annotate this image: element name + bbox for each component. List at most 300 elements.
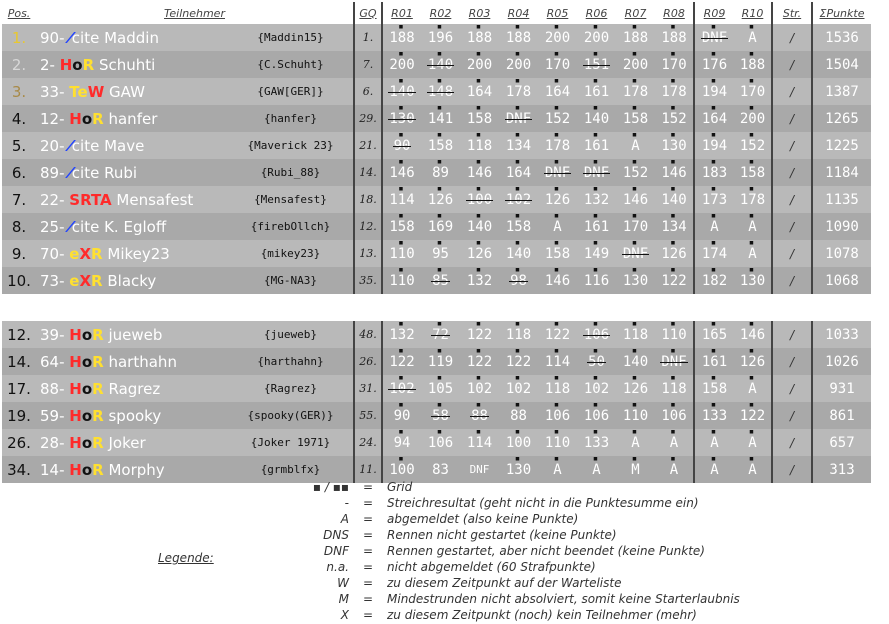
round-result-cell bbox=[499, 186, 538, 213]
legend-description: Streichresultat (geht nicht in die Punktesumme ein) bbox=[387, 496, 699, 510]
round-value: A ▪ bbox=[710, 456, 719, 478]
grid-marker-icon: ▪ bbox=[514, 402, 523, 410]
header-r08: R08 bbox=[655, 2, 694, 24]
grid-marker-icon: ▪ bbox=[436, 240, 445, 248]
round-value: 100 ▪ bbox=[389, 456, 415, 478]
grid-marker-icon: ▪ bbox=[592, 51, 601, 59]
round-value: 119 ▪ bbox=[427, 348, 454, 370]
round-result-cell bbox=[577, 78, 616, 105]
round-result-cell bbox=[382, 429, 421, 456]
round-value: 164 ▪ bbox=[701, 105, 728, 127]
driver-name: Blacky bbox=[102, 271, 157, 290]
penalty-cell: / bbox=[772, 375, 812, 402]
round-value: 102 ▪ bbox=[505, 186, 532, 208]
round-result-cell bbox=[421, 321, 460, 348]
round-value: 89 ▪ bbox=[432, 159, 449, 181]
round-value: 122 ▪ bbox=[544, 321, 571, 343]
round-value: 132 ▪ bbox=[466, 267, 493, 289]
round-value: 122 ▪ bbox=[466, 321, 493, 343]
driver-name: jueweb bbox=[103, 325, 163, 344]
round-result-cell bbox=[577, 348, 616, 375]
round-result-cell bbox=[499, 132, 538, 159]
round-value: 200 ▪ bbox=[739, 105, 766, 127]
round-value: 188 ▪ bbox=[505, 24, 532, 46]
grid-marker-icon: ▪ bbox=[670, 456, 678, 464]
login-cell: {Rubi_88} bbox=[228, 159, 354, 186]
penalty-cell: / bbox=[772, 402, 812, 429]
grid-marker-icon: ▪ bbox=[553, 321, 562, 329]
grid-marker-icon: ▪ bbox=[436, 402, 445, 410]
grid-marker-icon: ▪ bbox=[553, 267, 562, 275]
position-cell: 17. bbox=[2, 375, 36, 402]
header-r03: R03 bbox=[460, 2, 499, 24]
round-value: 132 ▪ bbox=[583, 186, 610, 208]
round-value: 130 ▪ bbox=[739, 267, 766, 289]
round-result-cell bbox=[577, 375, 616, 402]
round-result-cell bbox=[616, 105, 655, 132]
team-tag-r: R bbox=[92, 109, 104, 128]
round-result-cell bbox=[655, 321, 694, 348]
team-tag-o: o bbox=[72, 55, 83, 74]
grid-marker-icon: ▪ bbox=[670, 267, 678, 275]
round-result-cell bbox=[734, 240, 772, 267]
round-value: 158 ▪ bbox=[622, 105, 649, 127]
grid-marker-icon: ▪ bbox=[670, 51, 678, 59]
grid-marker-icon: ▪ bbox=[436, 132, 445, 140]
grid-marker-icon: ▪ bbox=[670, 375, 678, 383]
points-total-cell: 1504 bbox=[812, 51, 871, 78]
login-cell: {MG-NA3} bbox=[228, 267, 354, 294]
round-result-cell bbox=[734, 24, 772, 51]
grid-marker-icon: ▪ bbox=[710, 348, 719, 356]
round-value: 200 ▪ bbox=[505, 51, 532, 73]
round-result-cell bbox=[616, 267, 655, 294]
grid-marker-icon: ▪ bbox=[398, 24, 406, 32]
round-result-cell bbox=[382, 267, 421, 294]
round-result-cell bbox=[421, 240, 460, 267]
team-tag-o: o bbox=[81, 433, 93, 452]
round-value: 126 ▪ bbox=[427, 186, 454, 208]
round-value: 188 ▪ bbox=[622, 24, 649, 46]
round-result-cell bbox=[538, 132, 577, 159]
round-result-cell bbox=[421, 429, 460, 456]
round-value: 95 ▪ bbox=[432, 240, 449, 262]
legend-equals: = bbox=[363, 560, 374, 574]
round-value: 94 ▪ bbox=[393, 429, 411, 451]
round-result-cell bbox=[538, 402, 577, 429]
grid-marker-icon: ▪ bbox=[592, 456, 601, 464]
round-result-cell bbox=[538, 51, 577, 78]
round-result-cell bbox=[499, 375, 538, 402]
header-r07: R07 bbox=[616, 2, 655, 24]
header-r06: R06 bbox=[577, 2, 616, 24]
team-tag-o: o bbox=[81, 379, 93, 398]
round-value: 118 ▪ bbox=[544, 375, 571, 397]
legend-description: Rennen nicht gestartet (keine Punkte) bbox=[387, 528, 617, 542]
round-value: 194 ▪ bbox=[701, 78, 728, 100]
standings-table bbox=[2, 2, 871, 483]
round-result-cell bbox=[421, 105, 460, 132]
round-result-cell bbox=[421, 348, 460, 375]
table-row bbox=[2, 105, 871, 132]
round-result-cell bbox=[616, 51, 655, 78]
round-value: 126 ▪ bbox=[622, 375, 649, 397]
grid-marker-icon: ▪ bbox=[553, 159, 562, 167]
round-result-cell bbox=[460, 186, 499, 213]
grid-marker-icon: ▪ bbox=[514, 456, 523, 464]
grid-marker-icon: ▪ bbox=[436, 321, 445, 329]
team-tag-h: H bbox=[69, 460, 82, 479]
round-result-cell bbox=[655, 132, 694, 159]
team-tag-r: R bbox=[91, 271, 103, 290]
round-value: 58 ▪ bbox=[432, 402, 449, 424]
round-result-cell bbox=[655, 240, 694, 267]
team-tag-r: R bbox=[92, 325, 104, 344]
round-value: 98 ▪ bbox=[510, 267, 527, 289]
round-value: 88 ▪ bbox=[471, 402, 488, 424]
gq-cell: 13. bbox=[354, 240, 382, 267]
team-tag-h: H bbox=[69, 406, 82, 425]
team-tag-t: T bbox=[69, 82, 78, 101]
login-cell: {Joker 1971} bbox=[228, 429, 354, 456]
position-cell: 6. bbox=[2, 159, 36, 186]
round-value: A ▪ bbox=[631, 132, 640, 154]
round-value: 140 ▪ bbox=[661, 186, 687, 208]
car-number: 89- bbox=[40, 163, 70, 182]
round-value: 106 ▪ bbox=[583, 321, 610, 343]
round-result-cell bbox=[421, 267, 460, 294]
round-result-cell bbox=[538, 213, 577, 240]
table-row bbox=[2, 402, 871, 429]
grid-marker-icon: ▪ bbox=[748, 105, 757, 113]
grid-marker-icon: ▪ bbox=[631, 24, 640, 32]
legend-description: Rennen gestartet, aber nicht beendet (keine Punkte) bbox=[387, 544, 705, 558]
round-value: 200 ▪ bbox=[544, 24, 571, 46]
car-number: 20- bbox=[40, 136, 70, 155]
round-result-cell bbox=[538, 105, 577, 132]
round-result-cell bbox=[499, 213, 538, 240]
participant-name-cell bbox=[36, 267, 228, 294]
grid-marker-icon: ▪ bbox=[670, 78, 678, 86]
grid-marker-icon: ▪ bbox=[592, 375, 601, 383]
legend-symbol: DNS bbox=[323, 528, 349, 542]
round-value: 133 ▪ bbox=[583, 429, 610, 451]
penalty-cell: / bbox=[772, 78, 812, 105]
round-value: 169 ▪ bbox=[427, 213, 454, 235]
login-cell: {C.Schuht} bbox=[228, 51, 354, 78]
grid-marker-icon: ▪ bbox=[475, 132, 484, 140]
round-result-cell bbox=[616, 186, 655, 213]
round-value: 126 ▪ bbox=[739, 348, 766, 370]
round-value: 200 ▪ bbox=[466, 51, 493, 73]
gq-cell: 21. bbox=[354, 132, 382, 159]
round-value: 140 ▪ bbox=[505, 240, 532, 262]
grid-marker-icon: ▪ bbox=[710, 267, 719, 275]
grid-marker-icon: ▪ bbox=[398, 186, 406, 194]
round-result-cell bbox=[694, 240, 734, 267]
grid-marker-icon: ▪ bbox=[710, 78, 719, 86]
legend-equals: = bbox=[363, 576, 374, 590]
team-tag-o: o bbox=[81, 109, 93, 128]
round-result-cell bbox=[694, 267, 734, 294]
grid-marker-icon: ▪ bbox=[514, 429, 523, 437]
round-result-cell bbox=[616, 213, 655, 240]
round-result-cell bbox=[538, 24, 577, 51]
legend-symbol: ▪ / ▪▪ bbox=[312, 480, 349, 494]
round-result-cell bbox=[460, 213, 499, 240]
legend-row bbox=[0, 496, 889, 512]
position-cell: 19. bbox=[2, 402, 36, 429]
driver-name: Morphy bbox=[103, 460, 165, 479]
team-tag-e: e bbox=[69, 271, 80, 290]
points-total-cell: 1078 bbox=[812, 240, 871, 267]
legend-row bbox=[0, 560, 889, 576]
round-result-cell bbox=[382, 51, 421, 78]
round-result-cell bbox=[577, 402, 616, 429]
round-value: 194 ▪ bbox=[701, 132, 728, 154]
round-result-cell bbox=[382, 240, 421, 267]
grid-marker-icon: ▪ bbox=[710, 186, 719, 194]
grid-marker-icon: ▪ bbox=[748, 51, 757, 59]
grid-marker-icon: ▪ bbox=[631, 159, 640, 167]
round-value: 116 ▪ bbox=[583, 267, 610, 289]
grid-marker-icon: ▪ bbox=[631, 402, 640, 410]
round-result-cell bbox=[694, 24, 734, 51]
header-r01: R01 bbox=[382, 2, 421, 24]
round-result-cell bbox=[616, 402, 655, 429]
gq-cell: 35. bbox=[354, 267, 382, 294]
round-value: A ▪ bbox=[553, 213, 562, 235]
team-logo-cite: ⁄ bbox=[69, 217, 72, 236]
round-value: A ▪ bbox=[669, 456, 679, 478]
round-value: 158 ▪ bbox=[701, 375, 728, 397]
grid-marker-icon: ▪ bbox=[398, 348, 406, 356]
car-number: 2- bbox=[40, 55, 60, 74]
round-value: 158 ▪ bbox=[427, 132, 454, 154]
position-cell: 14. bbox=[2, 348, 36, 375]
round-result-cell bbox=[694, 159, 734, 186]
penalty-cell: / bbox=[772, 456, 812, 483]
round-value: A ▪ bbox=[631, 429, 640, 451]
header-r09: R09 bbox=[694, 2, 734, 24]
round-result-cell bbox=[734, 78, 772, 105]
header-r10: R10 bbox=[734, 2, 772, 24]
grid-marker-icon: ▪ bbox=[710, 321, 719, 329]
grid-marker-icon: ▪ bbox=[553, 429, 562, 437]
team-tag-o: o bbox=[81, 352, 93, 371]
round-value: 146 ▪ bbox=[661, 159, 687, 181]
round-value: A ▪ bbox=[748, 375, 757, 397]
round-value: 130 ▪ bbox=[622, 267, 649, 289]
round-value: DNF ▪ bbox=[583, 159, 610, 181]
round-value: 102 ▪ bbox=[389, 375, 415, 397]
legend-equals: = bbox=[363, 512, 374, 526]
grid-marker-icon: ▪ bbox=[592, 132, 601, 140]
grid-marker-icon: ▪ bbox=[514, 267, 523, 275]
position-cell: 9. bbox=[2, 240, 36, 267]
round-result-cell bbox=[577, 267, 616, 294]
round-result-cell bbox=[734, 51, 772, 78]
login-cell: {GAW[GER]} bbox=[228, 78, 354, 105]
group-gap bbox=[2, 294, 871, 321]
grid-marker-icon: ▪ bbox=[436, 429, 445, 437]
login-cell: {harthahn} bbox=[228, 348, 354, 375]
points-total-cell: 861 bbox=[812, 402, 871, 429]
legend-equals: = bbox=[363, 528, 374, 542]
grid-marker-icon: ▪ bbox=[710, 159, 719, 167]
legend-symbol: - bbox=[344, 496, 349, 510]
round-value: 200 ▪ bbox=[389, 51, 415, 73]
grid-marker-icon: ▪ bbox=[475, 213, 484, 221]
header-pos: Pos. bbox=[2, 2, 36, 24]
round-value: 106 ▪ bbox=[583, 402, 610, 424]
grid-marker-icon: ▪ bbox=[710, 24, 719, 32]
team-tag-x: X bbox=[79, 271, 92, 290]
grid-marker-icon: ▪ bbox=[398, 267, 406, 275]
gap-cell bbox=[2, 294, 871, 321]
penalty-cell: / bbox=[772, 321, 812, 348]
round-value: A ▪ bbox=[710, 429, 719, 451]
grid-marker-icon: ▪ bbox=[592, 78, 601, 86]
round-result-cell bbox=[382, 105, 421, 132]
login-cell: {Mensafest} bbox=[228, 186, 354, 213]
legend-description: Mindestrunden nicht absolviert, somit keine Starterlaubnis bbox=[387, 592, 740, 606]
login-cell: {mikey23} bbox=[228, 240, 354, 267]
penalty-cell: / bbox=[772, 348, 812, 375]
grid-marker-icon: ▪ bbox=[475, 159, 484, 167]
round-result-cell bbox=[538, 429, 577, 456]
round-result-cell bbox=[694, 78, 734, 105]
round-result-cell bbox=[382, 159, 421, 186]
grid-marker-icon: ▪ bbox=[670, 132, 678, 140]
round-result-cell bbox=[538, 78, 577, 105]
gq-cell: 48. bbox=[354, 321, 382, 348]
legend-row bbox=[0, 480, 889, 496]
position-cell: 7. bbox=[2, 186, 36, 213]
round-result-cell bbox=[382, 375, 421, 402]
grid-marker-icon: ▪ bbox=[553, 132, 562, 140]
participant-name-cell bbox=[36, 51, 228, 78]
car-number: 33- bbox=[40, 82, 70, 101]
legend-row bbox=[0, 576, 889, 592]
grid-marker-icon: ▪ bbox=[398, 213, 406, 221]
gq-cell: 12. bbox=[354, 213, 382, 240]
round-result-cell bbox=[694, 321, 734, 348]
round-value: 178 ▪ bbox=[505, 78, 532, 100]
round-result-cell bbox=[734, 159, 772, 186]
round-value: 110 ▪ bbox=[544, 429, 571, 451]
team-tag-r: R bbox=[92, 433, 104, 452]
lower-group bbox=[2, 321, 871, 483]
round-result-cell bbox=[734, 429, 772, 456]
grid-marker-icon: ▪ bbox=[748, 348, 757, 356]
round-result-cell bbox=[499, 321, 538, 348]
round-value: 146 ▪ bbox=[544, 267, 571, 289]
grid-marker-icon: ▪ bbox=[631, 429, 640, 437]
grid-marker-icon: ▪ bbox=[398, 429, 406, 437]
car-number: 14- bbox=[40, 460, 70, 479]
round-value: 102 ▪ bbox=[505, 375, 532, 397]
car-number: 70- bbox=[40, 244, 70, 263]
legend-row bbox=[0, 512, 889, 528]
grid-marker-icon: ▪ bbox=[710, 375, 719, 383]
round-result-cell bbox=[577, 186, 616, 213]
round-value: 146 ▪ bbox=[739, 321, 766, 343]
grid-marker-icon: ▪ bbox=[436, 375, 445, 383]
legend-description: Grid bbox=[387, 480, 413, 494]
round-value: M ▪ bbox=[631, 456, 640, 478]
position-cell: 3. bbox=[2, 78, 36, 105]
grid-marker-icon: ▪ bbox=[670, 240, 678, 248]
grid-marker-icon: ▪ bbox=[748, 267, 757, 275]
round-value: 170 ▪ bbox=[739, 78, 766, 100]
round-result-cell bbox=[734, 105, 772, 132]
round-result-cell bbox=[499, 51, 538, 78]
points-total-cell: 1135 bbox=[812, 186, 871, 213]
table-row bbox=[2, 240, 871, 267]
round-result-cell bbox=[694, 51, 734, 78]
round-value: 152 ▪ bbox=[622, 159, 649, 181]
round-result-cell bbox=[734, 186, 772, 213]
round-value: 122 ▪ bbox=[466, 348, 493, 370]
round-result-cell bbox=[421, 213, 460, 240]
round-result-cell bbox=[538, 240, 577, 267]
round-value: 134 ▪ bbox=[505, 132, 532, 154]
round-value: 158 ▪ bbox=[505, 213, 532, 235]
header-gq: GQ bbox=[354, 2, 382, 24]
round-result-cell bbox=[577, 213, 616, 240]
round-value: 164 ▪ bbox=[466, 78, 493, 100]
round-result-cell bbox=[382, 321, 421, 348]
grid-marker-icon: ▪ bbox=[748, 159, 757, 167]
round-value: 161 ▪ bbox=[701, 348, 728, 370]
round-value: 90 ▪ bbox=[393, 402, 411, 424]
round-value: 118 ▪ bbox=[661, 375, 687, 397]
points-total-cell: 1536 bbox=[812, 24, 871, 51]
round-value: 176 ▪ bbox=[701, 51, 728, 73]
legend-row bbox=[0, 544, 889, 560]
team-tag-e: e bbox=[69, 244, 80, 263]
grid-marker-icon: ▪ bbox=[748, 24, 757, 32]
round-value: 152 ▪ bbox=[739, 132, 766, 154]
grid-marker-icon: ▪ bbox=[631, 132, 640, 140]
round-result-cell bbox=[382, 78, 421, 105]
grid-marker-icon: ▪ bbox=[748, 240, 757, 248]
legend-equals: = bbox=[363, 608, 374, 622]
grid-marker-icon: ▪ bbox=[670, 159, 678, 167]
round-value: A ▪ bbox=[669, 429, 679, 451]
participant-name-cell bbox=[36, 240, 228, 267]
round-value: 188 ▪ bbox=[389, 24, 415, 46]
grid-marker-icon: ▪ bbox=[670, 213, 678, 221]
points-total-cell: 1265 bbox=[812, 105, 871, 132]
round-value: 140 ▪ bbox=[389, 78, 415, 100]
grid-marker-icon: ▪ bbox=[436, 51, 445, 59]
legend-description: zu diesem Zeitpunkt auf der Warteliste bbox=[387, 576, 622, 590]
round-result-cell bbox=[499, 240, 538, 267]
round-value: 118 ▪ bbox=[505, 321, 532, 343]
grid-marker-icon: ▪ bbox=[475, 105, 484, 113]
round-result-cell bbox=[734, 321, 772, 348]
login-cell: {grmblfx} bbox=[228, 456, 354, 483]
participant-name-cell bbox=[36, 429, 228, 456]
grid-marker-icon: ▪ bbox=[592, 402, 601, 410]
round-value: 188 ▪ bbox=[661, 24, 687, 46]
team-tag-cite: cite bbox=[71, 163, 100, 182]
participant-name-cell bbox=[36, 24, 228, 51]
header-points: ΣPunkte bbox=[812, 2, 871, 24]
round-result-cell bbox=[734, 213, 772, 240]
